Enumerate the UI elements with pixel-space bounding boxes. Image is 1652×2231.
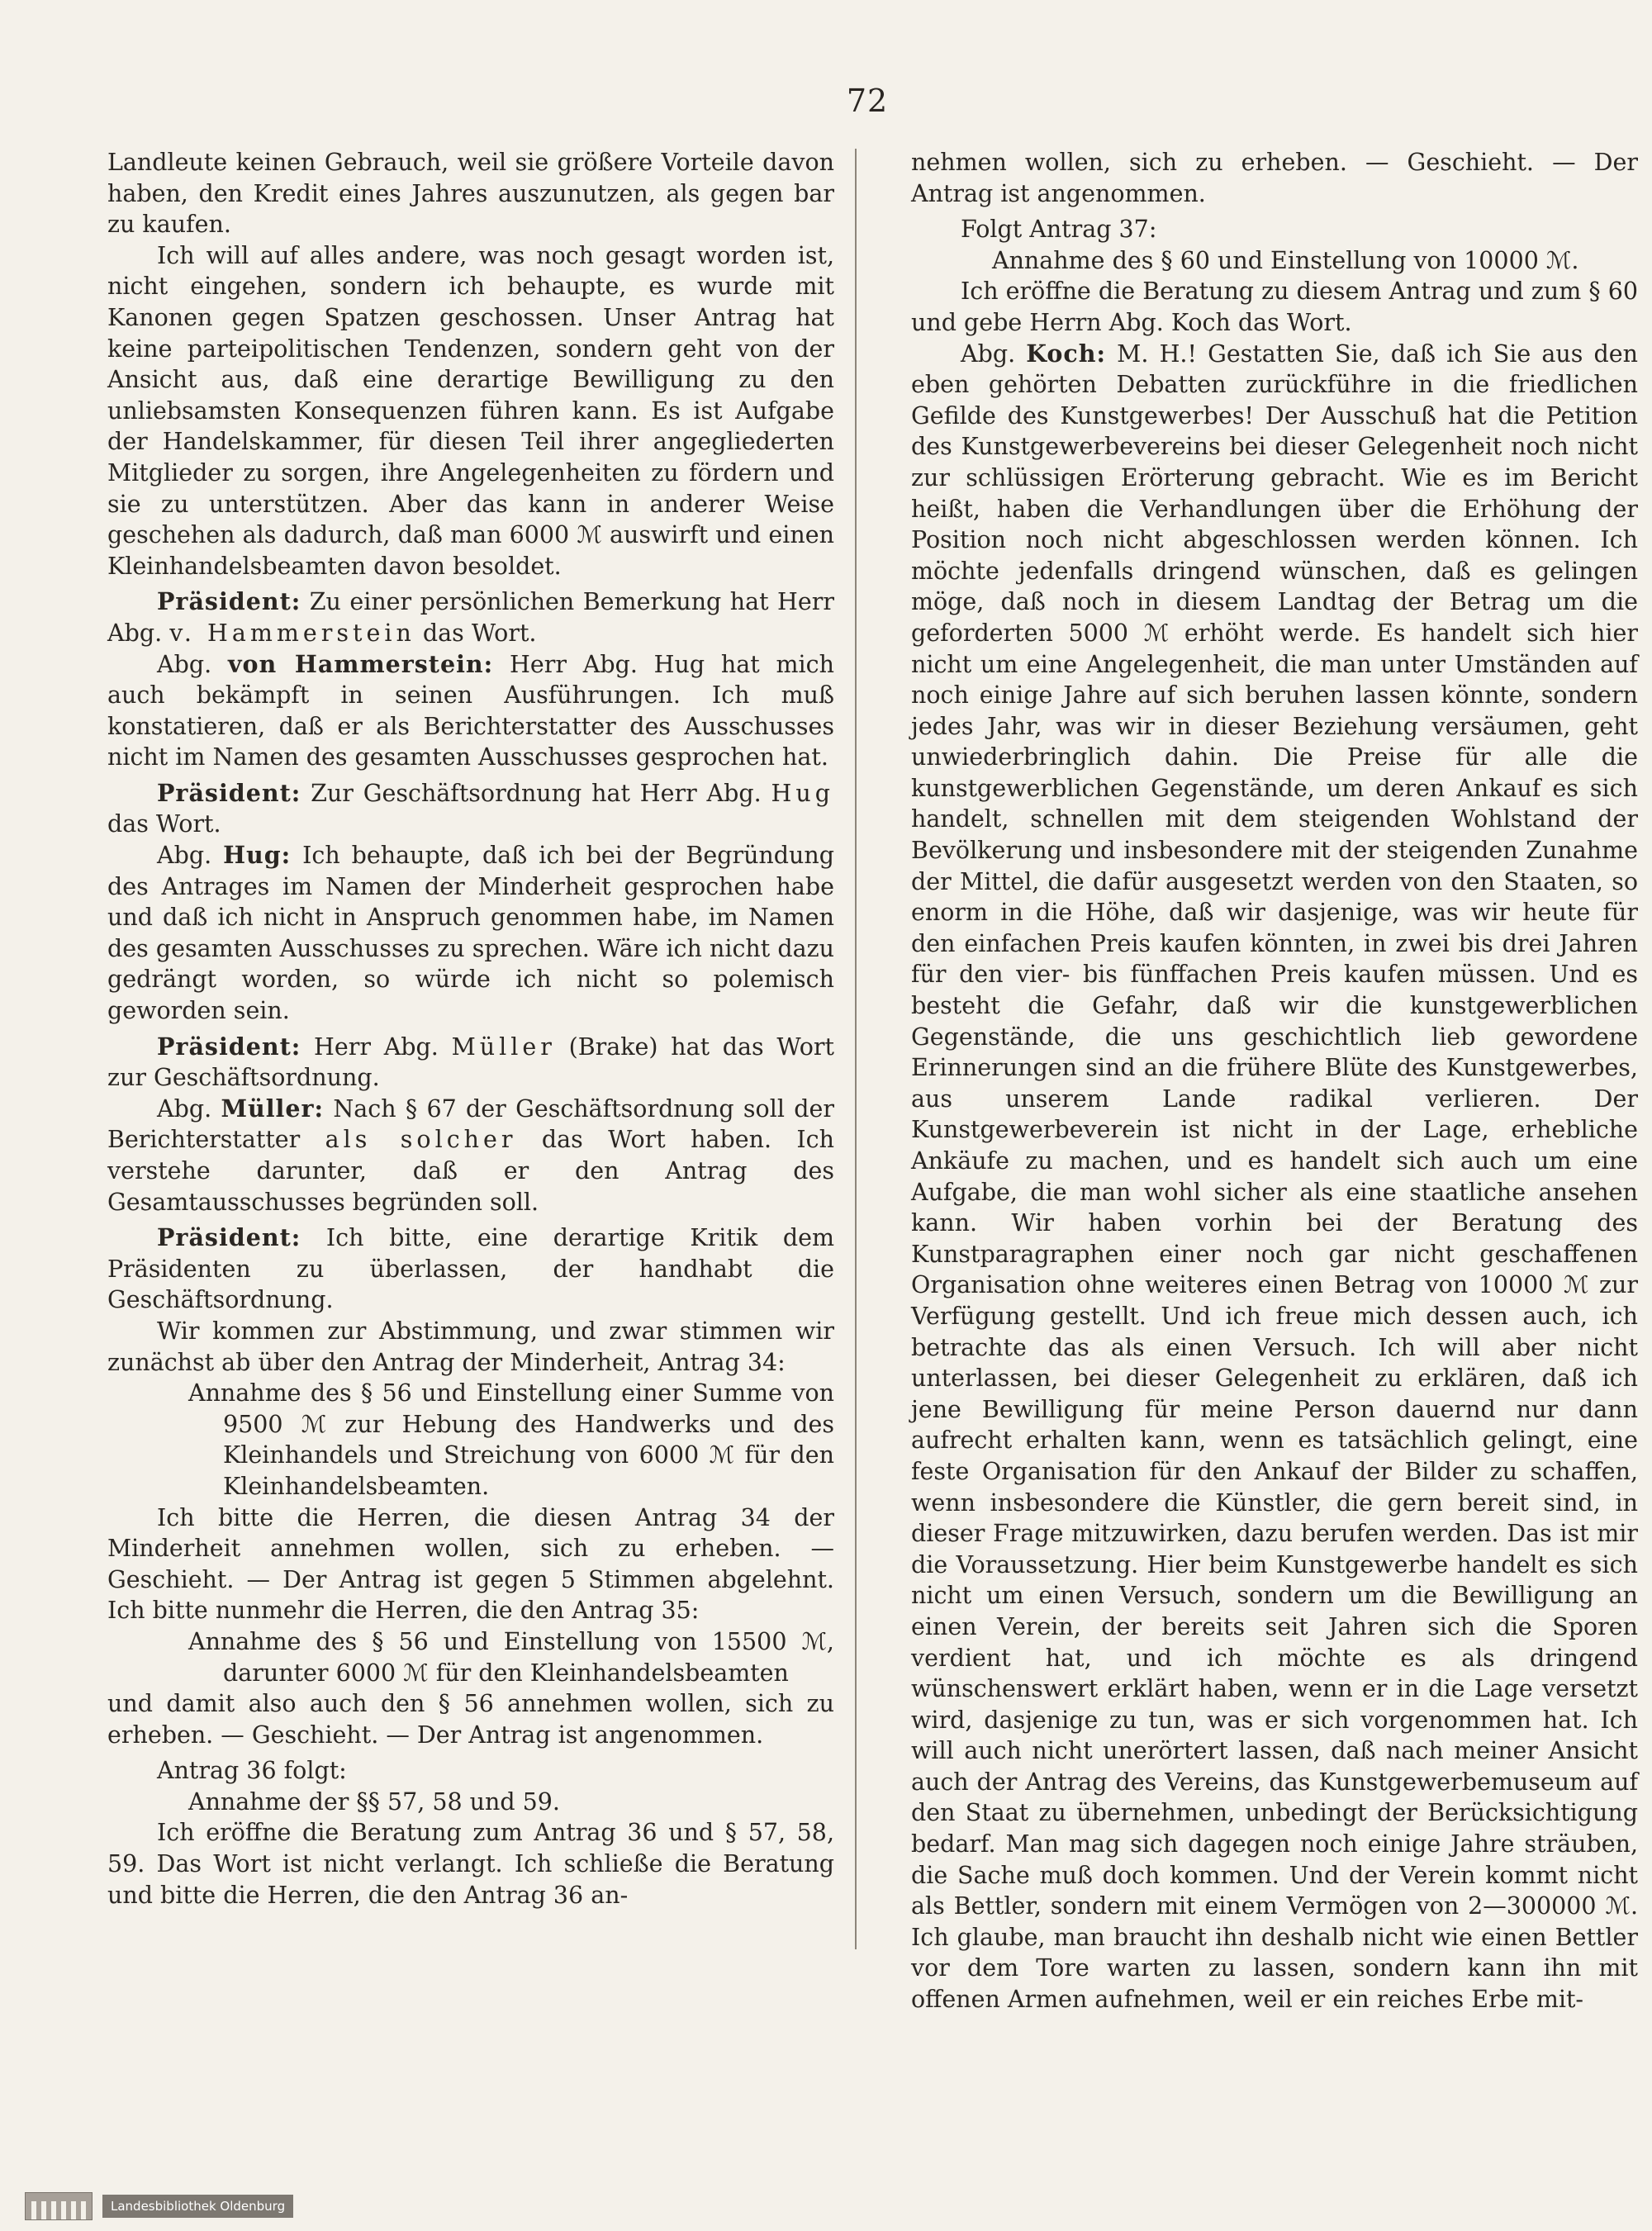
paragraph-text: Ich behaupte, daß ich bei der Begründung des Antrages im Namen der Minderheit gesprochen habe und daß ich nicht in Anspruch genommen habe, im Namen des gesamten Ausschusses zu sprechen. Wäre ich nicht dazu gedrängt worden, so würde ich nicht so polemisch geworden sein.: [107, 842, 834, 1025]
page-number: 72: [846, 83, 889, 119]
speaker-paragraph: [107, 778, 834, 840]
speaker-paragraph: [107, 649, 834, 773]
paragraph: und damit also auch den § 56 annehmen wollen, sich zu erheben. — Geschieht. — Der Antrag ist angenommen.: [107, 1690, 834, 1749]
motion-quote: Annahme der §§ 57, 58 und 59.: [188, 1787, 560, 1816]
paragraph-text: Nach § 67 der Geschäftsordnung soll der Berichterstatter: [107, 1094, 834, 1154]
speaker-name: von Hammerstein:: [227, 649, 494, 678]
paragraph-text: das Wort.: [107, 810, 221, 838]
speaker-name: Müller:: [221, 1094, 325, 1123]
paragraph: Antrag 36 folgt:: [157, 1757, 347, 1785]
speaker-name: Hug:: [223, 841, 292, 870]
paragraph-text: das Wort.: [415, 619, 537, 647]
speaker-paragraph: [107, 586, 834, 648]
speaker-name: Präsident:: [157, 778, 301, 807]
person-name: Hug: [771, 779, 834, 807]
library-name: Landesbibliothek Oldenburg: [102, 2195, 293, 2218]
paragraph-text: Herr Abg.: [301, 1032, 452, 1061]
paragraph-text: Abg.: [961, 339, 1027, 368]
paragraph-text: Abg.: [157, 650, 228, 678]
paragraph-text: das Wort haben. Ich verstehe darunter, daß er den Antrag des Gesamtausschusses begründen soll.: [107, 1126, 834, 1216]
paragraph-text: Ich bitte, eine derartige Kritik dem Präsidenten zu überlassen, der handhabt die Geschäftsordnung.: [107, 1224, 834, 1314]
left-column: [107, 147, 834, 1911]
paragraph: Ich will auf alles andere, was noch gesagt worden ist, nicht eingehen, sondern ich behaupte, es wurde mit Kanonen gegen Spatzen geschossen. Unser Antrag hat keine parteipolitischen Tendenzen, sondern geht von der Ansicht aus, daß eine derartige Bewilligung zu den unliebsamsten Konsequenzen führen kann. Es ist Aufgabe der Handelskammer, für diesen Teil ihrer angegliederten Mitglieder zu sorgen, ihre Angelegenheiten zu fördern und sie zu unterstützen. Aber das kann in anderer Weise geschehen als dadurch, daß man 6000 ℳ auswirft und einen Kleinhandelsbeamten davon besoldet.: [107, 241, 834, 580]
paragraph: Ich eröffne die Beratung zum Antrag 36 und § 57, 58, 59. Das Wort ist nicht verlangt. Ich schließe die Beratung und bitte die Herren, die den Antrag 36 an-: [107, 1819, 834, 1909]
paragraph-text: Abg.: [157, 842, 224, 870]
speaker-paragraph: [107, 1094, 834, 1218]
paragraph-text: Zu einer persönlichen Bemerkung hat Herr Abg.: [107, 588, 834, 647]
paragraph: nehmen wollen, sich zu erheben. — Geschieht. — Der Antrag ist angenommen.: [911, 149, 1638, 207]
column-divider: [855, 149, 857, 1949]
paragraph: Ich bitte die Herren, die diesen Antrag 34 der Minderheit annehmen wollen, sich zu erheben. — Geschieht. — Der Antrag ist gegen 5 Stimmen abgelehnt. Ich bitte nunmehr die Herren, die den Antrag 35:: [107, 1503, 834, 1625]
person-name: Müller: [451, 1032, 556, 1061]
motion-quote: Annahme des § 56 und Einstellung einer Summe von 9500 ℳ zur Hebung des Handwerks und des Kleinhandels und Streichung von 6000 ℳ für den Kleinhandelsbeamten.: [188, 1379, 834, 1500]
speaker-name: Präsident:: [157, 1223, 301, 1252]
speaker-paragraph: [911, 339, 1638, 2015]
speaker-name: Präsident:: [157, 1032, 301, 1061]
emphasis-text: als solcher: [325, 1126, 517, 1154]
library-building-icon: [25, 2192, 93, 2220]
speaker-name: Koch:: [1026, 339, 1107, 368]
speaker-paragraph: [107, 1222, 834, 1316]
speaker-paragraph: [107, 1032, 834, 1094]
library-footer: [25, 2191, 293, 2221]
motion-quote: Annahme des § 56 und Einstellung von 15500 ℳ, darunter 6000 ℳ für den Kleinhandelsbeamten: [188, 1627, 834, 1687]
paragraph-text: (Brake) hat das Wort zur Geschäftsordnung.: [107, 1032, 834, 1092]
paragraph-text: Herr Abg. Hug hat mich auch bekämpft in seinen Ausführungen. Ich muß konstatieren, daß er als Berichterstatter des Ausschusses nicht im Namen des gesamten Ausschusses gesprochen hat.: [107, 650, 834, 771]
right-column: [911, 147, 1638, 2015]
person-name: v. Hammerstein: [169, 619, 415, 647]
paragraph: Folgt Antrag 37:: [961, 216, 1157, 244]
paragraph: Wir kommen zur Abstimmung, und zwar stimmen wir zunächst ab über den Antrag der Minderheit, Antrag 34:: [107, 1317, 834, 1376]
paragraph-text: Abg.: [157, 1094, 221, 1123]
motion-quote: Annahme des § 60 und Einstellung von 10000 ℳ.: [992, 246, 1579, 274]
paragraph-text: M. H.! Gestatten Sie, daß ich Sie aus den eben gehörten Debatten zurückführe in die friedlichen Gefilde des Kunstgewerbes! Der Ausschuß hat die Petition des Kunstgewerbevereins bei dieser Gelegenheit noch nicht zur schlüssigen Erörterung gebracht. Wie es im Bericht heißt, haben die Verhandlungen über die Erhöhung der Position noch nicht abgeschlossen werden können. Ich möchte jedenfalls dringend wünschen, daß es gelingen möge, daß noch in diesem Landtag der Betrag um die geforderten 5000 ℳ erhöht werde. Es handelt sich hier nicht um eine Angelegenheit, die man unter Umständen auf noch einige Jahre auf sich beruhen lassen könnte, sondern jedes Jahr, was wir in dieser Beziehung versäumen, geht unwiederbringlich dahin. Die Preise für alle die kunstgewerblichen Gegenstände, um deren Ankauf es sich handelt, schnellen mit dem steigenden Wohlstand der Bevölkerung und insbesondere mit der steigenden Zunahme der Mittel, die dafür ausgesetzt werden von den Staaten, so enorm in die Höhe, daß wir dasjenige, was wir heute für den einfachen Preis kaufen könnten, in zwei bis drei Jahren für den vier- bis fünffachen Preis kaufen müssen. Und es besteht die Gefahr, daß wir die kunstgewerblichen Gegenstände, die uns geschichtlich lieb gewordene Erinnerungen sind an die frühere Blüte des Kunstgewerbes, aus unserem Lande radikal verlieren. Der Kunstgewerbeverein ist nicht in der Lage, erhebliche Ankäufe zu machen, und es handelt sich auch um eine Aufgabe, die man wohl sicher als eine staatliche ansehen kann. Wir haben vorhin bei der Beratung des Kunstparagraphen einer noch gar nicht geschaffenen Organisation ohne weiteres einen Betrag von 10000 ℳ zur Verfügung gestellt. Und ich freue mich dessen auch, ich betrachte das als einen Versuch. Ich will aber nicht unterlassen, bei dieser Gelegenheit zu erklären, daß ich jene Bewilligung für meine Person dauernd nur dann aufrecht erhalten kann, wenn es tatsächlich gelingt, eine feste Organisation für den Ankauf der Bilder zu schaffen, wenn insbesondere die Künstler, die gern bereit sind, in dieser Frage mitzuwirken, dazu berufen werden. Das ist mir die Voraussetzung. Hier beim Kunstgewerbe handelt es sich nicht um einen Versuch, sondern um die Bewilligung an einen Verein, der bereits seit Jahren sich die Sporen verdient hat, und ich möchte es als dringend wünschenswert erklärt haben, wenn er in die Lage versetzt wird, dasjenige zu tun, was er sich vorgenommen hat. Ich will auch nicht unerörtert lassen, daß nach meiner Ansicht auch der Antrag des Vereins, das Kunstgewerbemuseum auf den Staat zu übernehmen, unbedingt der Berücksichtigung bedarf. Man mag sich dagegen noch einige Jahre sträuben, die Sache muß doch kommen. Und der Verein kommt nicht als Bettler, sondern mit einem Vermögen von 2—300000 ℳ. Ich glaube, man braucht ihn deshalb nicht wie einen Bettler vor dem Tore warten zu lassen, sondern kann ihn mit offenen Armen aufnehmen, weil er ein reiches Erbe mit-: [911, 339, 1638, 2014]
paragraph: Ich eröffne die Beratung zu diesem Antrag und zum § 60 und gebe Herrn Abg. Koch das Wort.: [911, 278, 1638, 336]
speaker-name: Präsident:: [157, 587, 301, 616]
paragraph: Landleute keinen Gebrauch, weil sie größere Vorteile davon haben, den Kredit eines Jahres auszunutzen, als gegen bar zu kaufen.: [107, 149, 834, 239]
speaker-paragraph: [107, 840, 834, 1027]
paragraph-text: Zur Geschäftsordnung hat Herr Abg.: [301, 779, 771, 807]
